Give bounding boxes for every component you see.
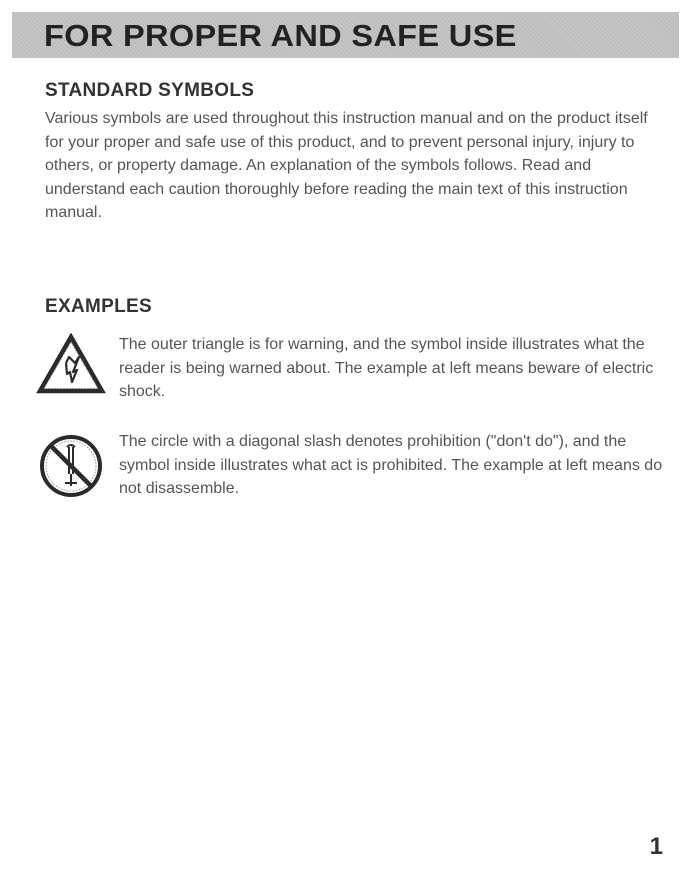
page-title: FOR PROPER AND SAFE USE [44, 18, 517, 53]
example-item-prohibition [36, 430, 666, 510]
examples-heading: EXAMPLES [45, 296, 152, 317]
standard-symbols-paragraph: Various symbols are used throughout this instruction manual and on the product itself for your proper and safe use of this product, and to prevent personal injury, injury to others, or property damage. An explanation of the symbols follows. Read and understand each caution thoroughly before reading the main text of this instruction manual. [45, 110, 648, 221]
title-banner [12, 12, 679, 58]
electric-shock-warning-icon [36, 333, 106, 395]
do-not-disassemble-icon [36, 430, 106, 500]
example-warning-text: The outer triangle is for warning, and the symbol inside illustrates what the reader is being warned about. The example at left means beware of electric shock. [119, 336, 654, 400]
page-number: 1 [649, 833, 663, 860]
example-item-warning [36, 333, 666, 413]
example-prohibition-text: The circle with a diagonal slash denotes prohibition ("don't do"), and the symbol inside illustrates what act is prohibited. The example at left means do not disassemble. [119, 433, 663, 497]
standard-symbols-heading: STANDARD SYMBOLS [45, 80, 255, 101]
